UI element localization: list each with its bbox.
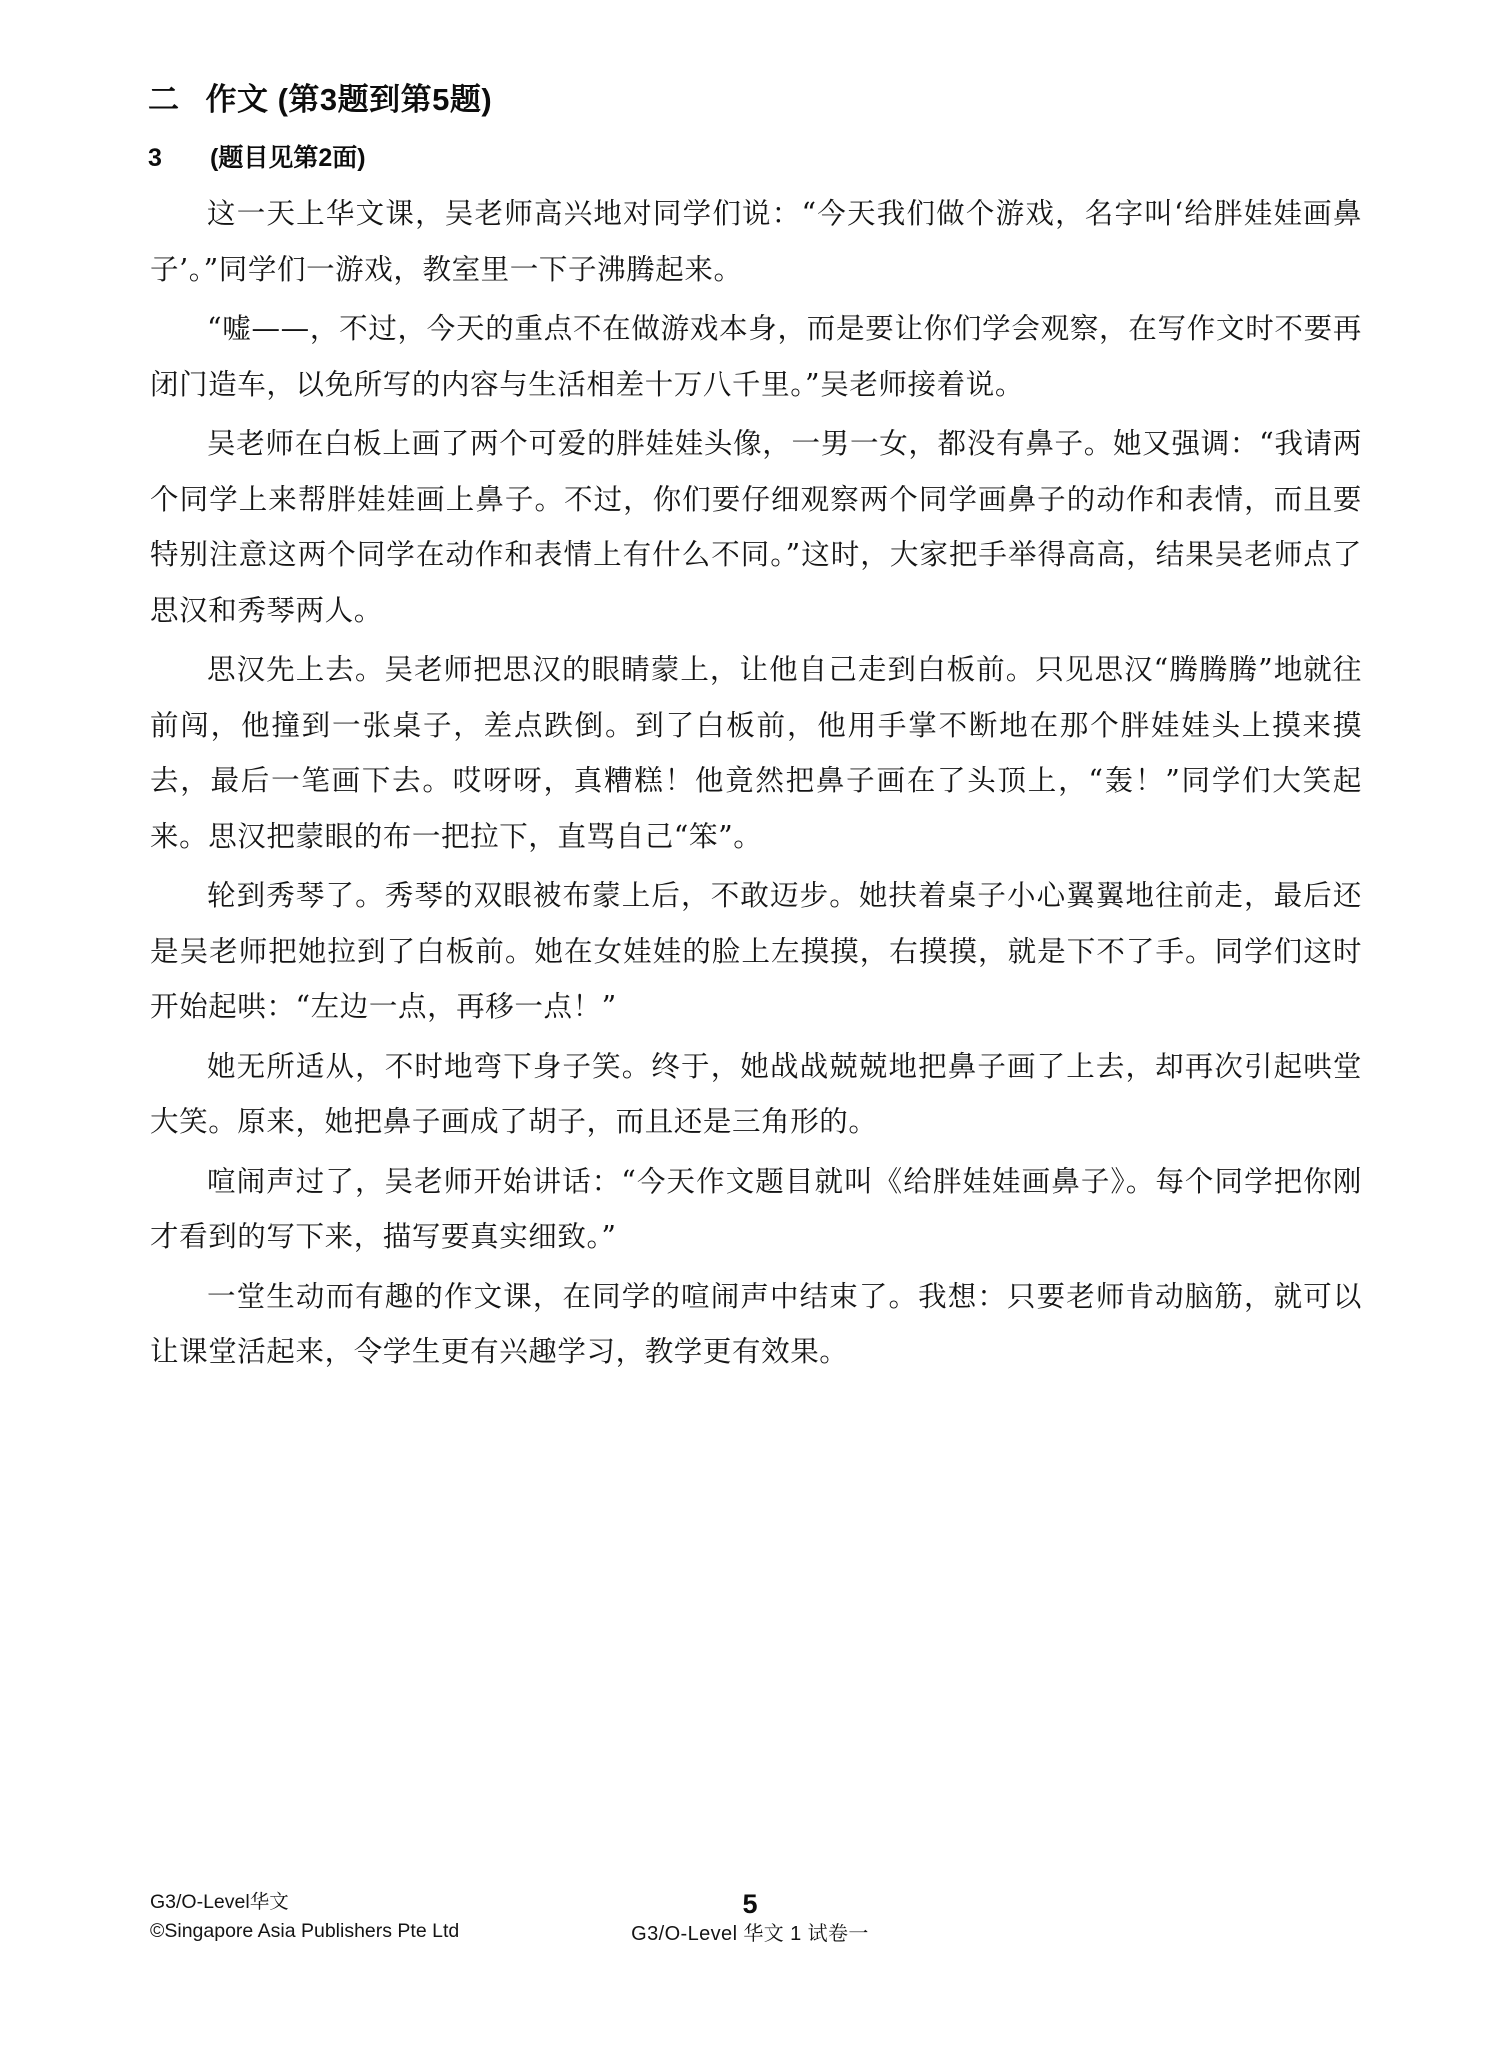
page-footer — [0, 1888, 1500, 2008]
essay-paragraph: 思汉先上去。吴老师把思汉的眼睛蒙上，让他自己走到白板前。只见思汉“腾腾腾”地就往前闯，他撞到一张桌子，差点跌倒。到了白板前，他用手掌不断地在那个胖娃娃头上摸来摸去，最后一笔画下去。哎呀呀，真糟糕！他竟然把鼻子画在了头顶上，“轰！”同学们大笑起来。思汉把蒙眼的布一把拉下，直骂自己“笨”。 — [150, 653, 1362, 853]
essay-paragraph: 她无所适从，不时地弯下身子笑。终于，她战战兢兢地把鼻子画了上去，却再次引起哄堂大笑。原来，她把鼻子画成了胡子，而且还是三角形的。 — [150, 1049, 1362, 1138]
section-heading — [148, 74, 492, 119]
footer-paper-code: G3/O-Level 华文 1 试卷一 — [631, 1923, 869, 1945]
section-number: 二 — [148, 82, 180, 117]
question-line — [148, 138, 366, 174]
footer-subject-code: G3/O-Level华文 — [150, 1891, 289, 1913]
footer-center-block — [0, 1888, 1500, 1948]
section-title: 作文 (第3题到第5题) — [205, 82, 493, 117]
essay-paragraph: 轮到秀琴了。秀琴的双眼被布蒙上后，不敢迈步。她扶着桌子小心翼翼地往前走，最后还是吴老师把她拉到了白板前。她在女娃娃的脸上左摸摸，右摸摸，就是下不了手。同学们这时开始起哄：“左边一点，再移一点！” — [150, 879, 1362, 1023]
essay-paragraph: 喧闹声过了，吴老师开始讲话：“今天作文题目就叫《给胖娃娃画鼻子》。每个同学把你刚才看到的写下来，描写要真实细致。” — [150, 1164, 1362, 1253]
footer-copyright: ©Singapore Asia Publishers Pte Ltd — [150, 1920, 460, 1942]
essay-paragraph: 吴老师在白板上画了两个可爱的胖娃娃头像，一男一女，都没有鼻子。她又强调：“我请两个同学上来帮胖娃娃画上鼻子。不过，你们要仔细观察两个同学画鼻子的动作和表情，而且要特别注意这两个同学在动作和表情上有什么不同。”这时，大家把手举得高高，结果吴老师点了思汉和秀琴两人。 — [150, 427, 1362, 627]
essay-paragraph: “嘘——，不过，今天的重点不在做游戏本身，而是要让你们学会观察，在写作文时不要再闭门造车，以免所写的内容与生活相差十万八千里。”吴老师接着说。 — [150, 312, 1362, 401]
page-number: 5 — [742, 1889, 758, 1919]
essay-paragraph: 一堂生动而有趣的作文课，在同学的喧闹声中结束了。我想：只要老师肯动脑筋，就可以让课堂活起来，令学生更有兴趣学习，教学更有效果。 — [150, 1279, 1362, 1368]
essay-body — [150, 186, 1362, 1384]
question-number: 3 — [148, 144, 162, 172]
question-text: (题目见第2面) — [210, 144, 366, 172]
essay-paragraph: 这一天上华文课，吴老师高兴地对同学们说：“今天我们做个游戏，名字叫‘给胖娃娃画鼻子’。”同学们一游戏，教室里一下子沸腾起来。 — [150, 197, 1362, 286]
